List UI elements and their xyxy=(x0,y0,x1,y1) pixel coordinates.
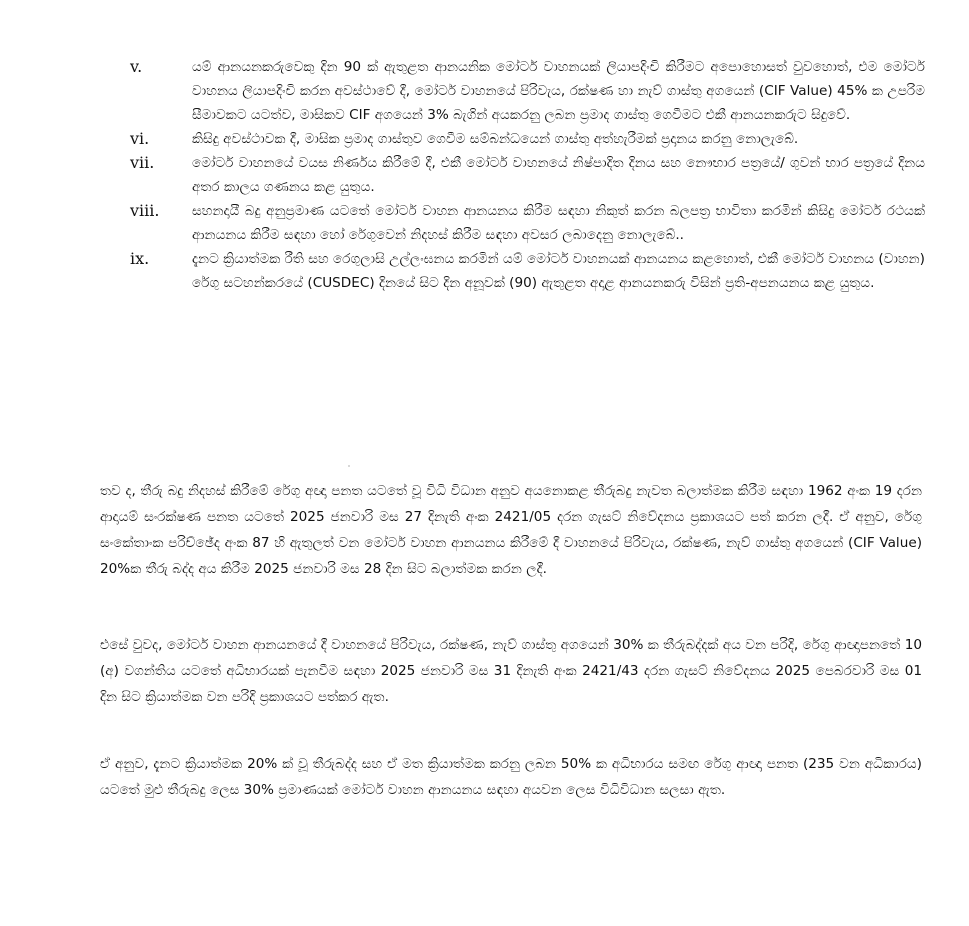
list-item-text: සහනදායී බදු අනුප්‍රමාණ යටතේ මෝටර් වාහන ආනයනය කිරීම සඳහා නිකුත් කරන බලපත්‍ර භාවිතා කරමින් කිසිදු මෝටර් රථයක් ආනයනය කිරීම සඳහා හෝ රේගුවෙන් නිදහස් කිරීම සඳහා අවසර ලබාදෙනු නොලැබේ.. xyxy=(192,203,925,243)
list-item-text: යම් ආනයනකරුවෙකු දින 90 ක් ඇතුළත ආනයනික මෝටර් වාහනයක් ලියාපදිංචි කිරීමට අපොහොසත් වුවහොත්, එම මෝටර් වාහනය ලියාපදිංචි කරන අවස්ථාවේ දී, මෝටර් වාහනයේ පිරිවැය, රක්ෂණ හා නැව් ගාස්තු අගයෙන් (CIF Value) 45% ක උපරිම සීමාවකට යටත්ව, මාසිකව CIF අගයෙන් 3% බැගින් අයකරනු ලබන ප්‍රමාද ගාස්තු ගෙවීමට එකී ආනයනකරුට සිදුවේ. xyxy=(192,59,925,123)
list-number: vi. xyxy=(130,129,150,148)
list-item-text: දැනට ක්‍රියාත්මක රීති සහ රෙගුලාසි උල්ලංඝනය කරමින් යම් මෝටර් වාහනයක් ආනයනය කළහොත්, එකී මෝටර් වාහනය (වාහන) රේගු සටහන්කරයේ (CUSDEC) දිනයේ සිට දින අනූවක් (90) ඇතුළත අදාළ ආනයනකරු විසින් ප්‍රති-අපනයනය කළ යුතුය. xyxy=(192,251,925,291)
body-paragraph-2: එසේ වුවද, මෝටර් වාහන ආනයනයේ දී වාහනයේ පිරිවැය, රක්ෂණ, නැව් ගාස්තු අගයෙන් 30% ක තීරුබද්දක් අය වන පරිදි, රේගු ආඥාපනතේ 10 (අ) වගන්තිය යටතේ අධිභාරයක් පැනවීම සඳහා 2025 ජනවාරි මස 31 දිනැති අංක 2421/43 දරන ගැසට් නිවේදනය 2025 පෙබරවාරි මස 01 දින සිට ක්‍රියාත්මක වන පරිදි ප්‍රකාශයට පත්කර ඇත. xyxy=(100,637,922,705)
list-item-text: කිසිදු අවස්ථාවක දී, මාසික ප්‍රමාද ගාස්තුව ගෙවීම සම්බන්ධයෙන් ගාස්තු අත්හැරීමක් ප්‍රදානය කරනු නොලැබේ. xyxy=(192,131,799,147)
list-number: ix. xyxy=(130,249,150,268)
body-paragraph-1: තව ද, තීරු බදු නිදහස් කිරීමේ රේගු අඥා පනත යටතේ වූ විධි විධාන අනුව අයනොකළ තීරුබදු නැවත බලාත්මක කිරීම සඳහා 1962 අංක 19 දරන ආදායම් සංරක්ෂණ පනත යටතේ 2025 ජනවාරි මස 27 දිනැති අංක 2421/05 දරන ගැසට් නිවේදනය ප්‍රකාශයට පත් කරන ලදී. ඒ අනුව, රේගු සංකේතාංක පරිච්ඡේද අංක 87 හි ඇතුලත් වන මෝටර් වාහන ආනයනය කිරීමේ දී වාහනයේ පිරිවැය, රක්ෂණ, නැව් ගාස්තු අගයෙන් (CIF Value) 20%ක තීරු බද්ද අය කිරීම 2025 ජනවාරි මස 28 දින සිට බලාත්මක කරන ලදී. xyxy=(100,483,922,577)
list-item-text: මෝටර් වාහනයේ වයස නිර්ණය කිරීමේ දී, එකී මෝටර් වාහනයේ නිෂ්පාදිත දිනය සහ නෞභාර පත්‍රයේ/ ගුවන් භාර පත්‍රයේ දිනය අතර කාලය ගණනය කළ යුතුය. xyxy=(192,155,925,195)
list-item-vi xyxy=(130,127,925,151)
list-number: vii. xyxy=(130,153,155,172)
list-number: v. xyxy=(130,57,143,76)
list-item-viii xyxy=(130,199,925,247)
list-item-v xyxy=(130,55,925,127)
scan-speck xyxy=(348,465,350,467)
list-item-ix xyxy=(130,247,925,295)
numbered-list xyxy=(0,55,969,295)
list-number: viii. xyxy=(130,201,160,220)
body-paragraph-3: ඒ අනුව, දැනට ක්‍රියාත්මක 20% ක් වූ තීරුබද්ද සහ ඒ මත ක්‍රියාත්මක කරනු ලබන 50% ක අධිභාරය සමඟ රේගු ආඥා පනත (235 වන අධිකාරය) යටතේ මුළු තීරුබදු ලෙස 30% ප්‍රමාණයක් මෝටර් වාහන ආනයනය සඳහා අයවන ලෙස විධිවිධාන සලසා ඇත. xyxy=(100,756,922,798)
list-item-vii xyxy=(130,151,925,199)
